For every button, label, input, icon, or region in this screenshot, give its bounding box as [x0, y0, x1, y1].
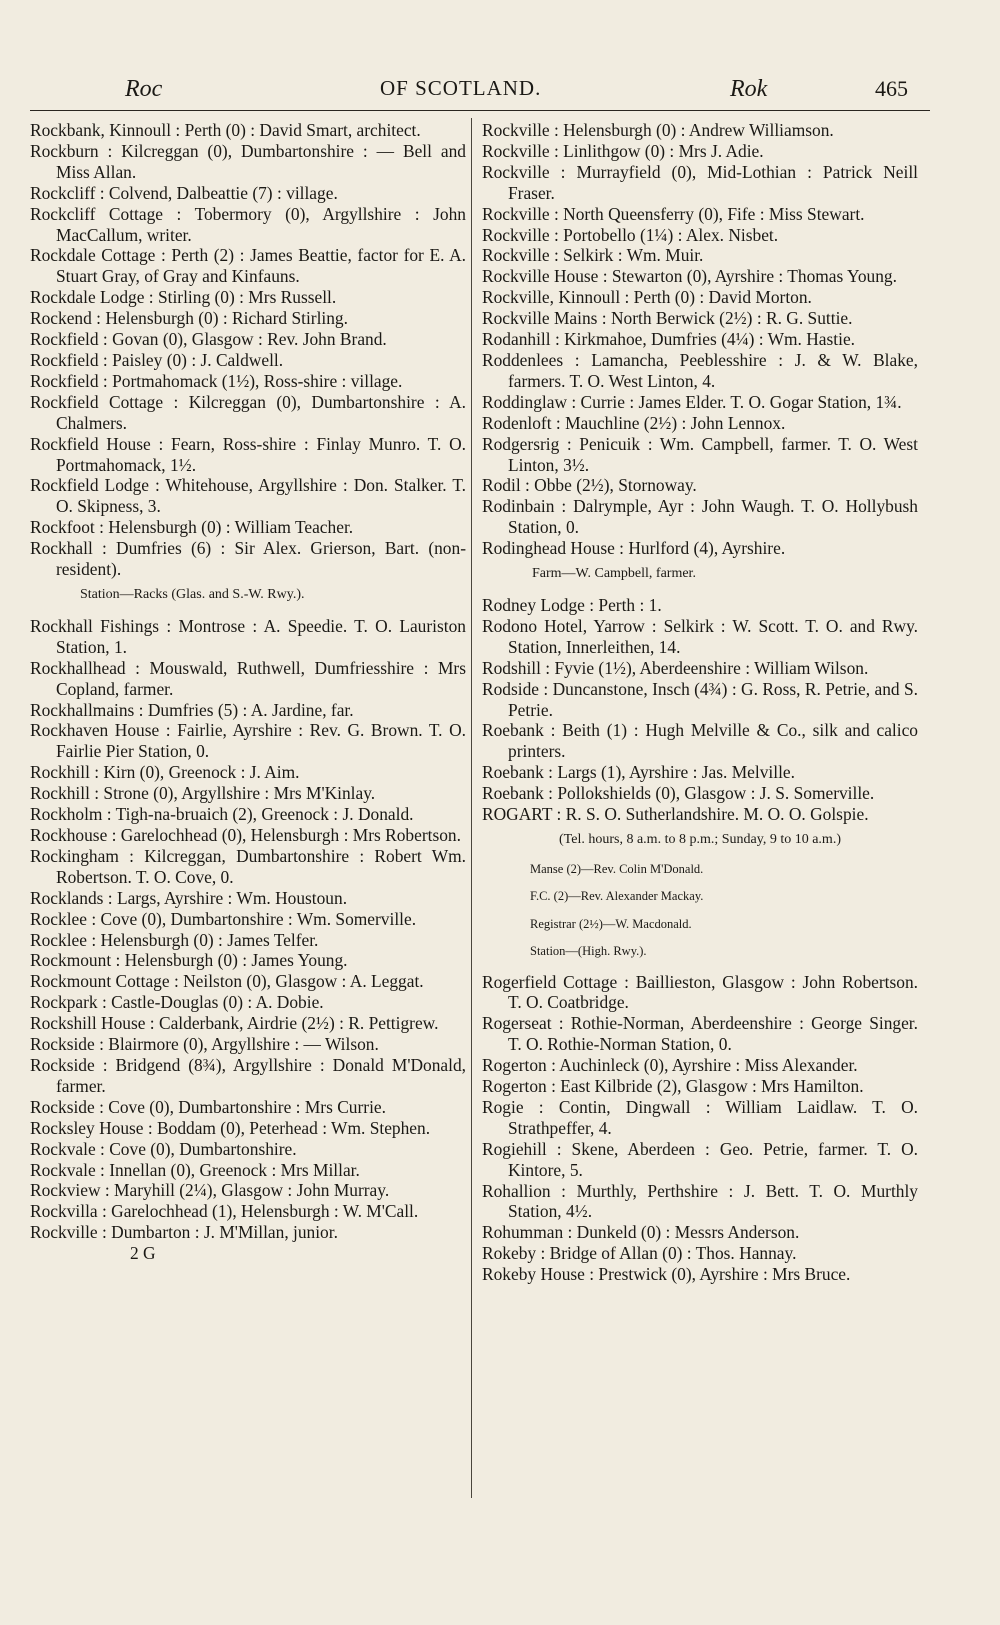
- directory-entry: Rodshill : Fyvie (1½), Aberdeenshire : William Wilson.: [482, 657, 869, 678]
- directory-entry: Rockmount Cottage : Neilston (0), Glasgow : A. Leggat.: [30, 971, 424, 992]
- farm-note: Farm—W. Campbell, farmer.: [532, 566, 696, 582]
- directory-entry: Rockingham : Kilcreggan, Dumbartonshire : Robert Wm. Robertson. T. O. Cove, 0.: [30, 845, 466, 887]
- directory-entry: Roebank : Largs (1), Ayrshire : Jas. Melville.: [482, 762, 795, 783]
- right-column: [482, 120, 918, 1285]
- directory-entry: Rohallion : Murthly, Perthshire : J. Bett. T. O. Murthly Station, 4½.: [482, 1180, 918, 1222]
- directory-entry: Rodanhill : Kirkmahoe, Dumfries (4¼) : Wm. Hastie.: [482, 329, 856, 350]
- directory-entry: Rockfield Cottage : Kilcreggan (0), Dumbartonshire : A. Chalmers.: [30, 391, 466, 433]
- directory-entry: Rockville : Portobello (1¼) : Alex. Nisbet.: [482, 224, 779, 245]
- directory-entry: Rodono Hotel, Yarrow : Selkirk : W. Scott. T. O. and Rwy. Station, Innerleithen, 14.: [482, 615, 918, 657]
- sub-note: F.C. (2)—Rev. Alexander Mackay.: [530, 889, 704, 903]
- directory-entry: Rohumman : Dunkeld (0) : Messrs Anderson.: [482, 1222, 800, 1243]
- directory-entry: Rogiehill : Skene, Aberdeen : Geo. Petrie, farmer. T. O. Kintore, 5.: [482, 1138, 918, 1180]
- directory-entry: Rogerseat : Rothie-Norman, Aberdeenshire : George Singer. T. O. Rothie-Norman Station, 0.: [482, 1013, 918, 1055]
- directory-entry: Rodney Lodge : Perth : 1.: [482, 595, 662, 616]
- directory-entry: Rockville : Dumbarton : J. M'Millan, junior.: [30, 1222, 338, 1243]
- directory-entry: Roebank : Pollokshields (0), Glasgow : J. S. Somerville.: [482, 783, 875, 804]
- directory-entry: Rockburn : Kilcreggan (0), Dumbartonshire : — Bell and Miss Allan.: [30, 140, 466, 182]
- directory-entry: Rogerton : Auchinleck (0), Ayrshire : Miss Alexander.: [482, 1055, 858, 1076]
- directory-entry: Roebank : Beith (1) : Hugh Melville & Co., silk and calico printers.: [482, 720, 918, 762]
- station-note: Station—Racks (Glas. and S.-W. Rwy.).: [80, 586, 305, 602]
- left-column: [30, 120, 466, 1281]
- directory-entry: Rodinghead House : Hurlford (4), Ayrshire.: [482, 538, 786, 559]
- directory-entry: Rockfield : Govan (0), Glasgow : Rev. John Brand.: [30, 329, 387, 350]
- directory-entry: Rockville Mains : North Berwick (2½) : R. G. Suttie.: [482, 308, 853, 329]
- directory-entry: Rockhallmains : Dumfries (5) : A. Jardine, far.: [30, 699, 354, 720]
- directory-entry: Rockhouse : Garelochhead (0), Helensburgh : Mrs Robertson.: [30, 825, 461, 845]
- directory-entry: Rogerfield Cottage : Baillieston, Glasgow : John Robertson. T. O. Coatbridge.: [482, 971, 918, 1013]
- signature-mark: 2 G: [130, 1243, 156, 1264]
- directory-entry: Rockville House : Stewarton (0), Ayrshire : Thomas Young.: [482, 266, 897, 287]
- directory-entry: Rocklands : Largs, Ayrshire : Wm. Houstoun.: [30, 887, 348, 908]
- directory-entry: Rockville : Helensburgh (0) : Andrew Williamson.: [482, 120, 834, 140]
- directory-entry: Roddinglaw : Currie : James Elder. T. O. Gogar Station, 1¾.: [482, 391, 902, 412]
- header-title: OF SCOTLAND.: [380, 76, 542, 100]
- directory-entry: Rockvale : Innellan (0), Greenock : Mrs Millar.: [30, 1159, 360, 1180]
- directory-entry: Rockpark : Castle-Douglas (0) : A. Dobie.: [30, 992, 324, 1013]
- directory-entry: Rogerton : East Kilbride (2), Glasgow : Mrs Hamilton.: [482, 1076, 864, 1097]
- directory-entry: Rockbank, Kinnoull : Perth (0) : David Smart, architect.: [30, 120, 421, 140]
- directory-entry: Rockhall : Dumfries (6) : Sir Alex. Grierson, Bart. (non-resident).: [30, 538, 466, 580]
- directory-entry: Rockshill House : Calderbank, Airdrie (2½) : R. Pettigrew.: [30, 1013, 439, 1034]
- right-entries-2: [482, 595, 918, 825]
- directory-entry: Rodinbain : Dalrymple, Ayr : John Waugh. T. O. Hollybush Station, 0.: [482, 496, 918, 538]
- sub-note: Manse (2)—Rev. Colin M'Donald.: [530, 861, 704, 876]
- page-header: [30, 72, 930, 111]
- directory-entry: Rockside : Cove (0), Dumbartonshire : Mrs Currie.: [30, 1096, 386, 1117]
- right-entries-3: [482, 972, 918, 1286]
- directory-entry: Rockhall Fishings : Montrose : A. Speedie. T. O. Lauriston Station, 1.: [30, 615, 466, 657]
- directory-entry: Rockside : Blairmore (0), Argyllshire : — Wilson.: [30, 1034, 379, 1055]
- rogart-subnotes: [482, 862, 918, 960]
- directory-entry: Rockfield : Paisley (0) : J. Caldwell.: [30, 349, 284, 370]
- directory-entry: ROGART : R. S. O. Sutherlandshire. M. O. O. Golspie.: [482, 804, 869, 825]
- directory-entry: Rockfield Lodge : Whitehouse, Argyllshire : Don. Stalker. T. O. Skipness, 3.: [30, 475, 466, 517]
- right-entries-1: [482, 120, 918, 559]
- directory-entry: Rockvilla : Garelochhead (1), Helensburgh : W. M'Call.: [30, 1201, 419, 1222]
- left-entries-2: [30, 616, 466, 1243]
- directory-entry: Rocklee : Helensburgh (0) : James Telfer.: [30, 929, 319, 950]
- directory-entry: Rockmount : Helensburgh (0) : James Young.: [30, 950, 348, 971]
- directory-entry: Rockville : Murrayfield (0), Mid-Lothian : Patrick Neill Fraser.: [482, 161, 918, 203]
- directory-entry: Rockdale Cottage : Perth (2) : James Beattie, factor for E. A. Stuart Gray, of Gray and Kinfauns.: [30, 245, 466, 287]
- left-entries-1: [30, 120, 466, 580]
- sub-note: Station—(High. Rwy.).: [530, 944, 647, 958]
- directory-entry: Rockside : Bridgend (8¾), Argyllshire : Donald M'Donald, farmer.: [30, 1054, 466, 1096]
- directory-entry: Rockville : North Queensferry (0), Fife : Miss Stewart.: [482, 203, 865, 224]
- directory-entry: Rockfoot : Helensburgh (0) : William Teacher.: [30, 517, 354, 538]
- directory-entry: Rodside : Duncanstone, Insch (4¾) : G. Ross, R. Petrie, and S. Petrie.: [482, 678, 918, 720]
- directory-entry: Rogie : Contin, Dingwall : William Laidlaw. T. O. Strathpeffer, 4.: [482, 1096, 918, 1138]
- directory-entry: Rocksley House : Boddam (0), Peterhead : Wm. Stephen.: [30, 1117, 431, 1138]
- directory-entry: Rockholm : Tigh-na-bruaich (2), Greenock : J. Donald.: [30, 804, 414, 825]
- directory-entry: Rockville : Selkirk : Wm. Muir.: [482, 245, 704, 266]
- directory-entry: Rokeby House : Prestwick (0), Ayrshire : Mrs Bruce.: [482, 1264, 851, 1285]
- directory-entry: Rodil : Obbe (2½), Stornoway.: [482, 475, 697, 496]
- directory-entry: Rockhill : Strone (0), Argyllshire : Mrs M'Kinlay.: [30, 783, 376, 804]
- directory-entry: Rokeby : Bridge of Allan (0) : Thos. Hannay.: [482, 1243, 797, 1264]
- directory-entry: Rockville, Kinnoull : Perth (0) : David Morton.: [482, 287, 812, 308]
- directory-entry: Rockcliff : Colvend, Dalbeattie (7) : village.: [30, 182, 338, 203]
- directory-entry: Rockview : Maryhill (2¼), Glasgow : John Murray.: [30, 1180, 390, 1201]
- directory-entry: Rockvale : Cove (0), Dumbartonshire.: [30, 1138, 297, 1159]
- header-left-guide: Roc: [125, 76, 163, 102]
- directory-entry: Rockhill : Kirn (0), Greenock : J. Aim.: [30, 762, 300, 783]
- directory-entry: Roddenlees : Lamancha, Peeblesshire : J. & W. Blake, farmers. T. O. West Linton, 4.: [482, 349, 918, 391]
- sub-note: Registrar (2½)—W. Macdonald.: [530, 916, 692, 931]
- directory-entry: Rockhaven House : Fairlie, Ayrshire : Rev. G. Brown. T. O. Fairlie Pier Station, 0.: [30, 720, 466, 762]
- directory-entry: Rockfield : Portmahomack (1½), Ross-shire : village.: [30, 370, 403, 391]
- directory-entry: Rockville : Linlithgow (0) : Mrs J. Adie.: [482, 140, 764, 161]
- directory-entry: Rodenloft : Mauchline (2½) : John Lennox.: [482, 412, 786, 433]
- directory-entry: Rockcliff Cottage : Tobermory (0), Argyllshire : John MacCallum, writer.: [30, 203, 466, 245]
- header-right-guide: Rok: [730, 76, 768, 102]
- directory-entry: Rodgersrig : Penicuik : Wm. Campbell, farmer. T. O. West Linton, 3½.: [482, 433, 918, 475]
- directory-entry: Rockdale Lodge : Stirling (0) : Mrs Russell.: [30, 287, 337, 308]
- directory-entry: Rockhallhead : Mouswald, Ruthwell, Dumfriesshire : Mrs Copland, farmer.: [30, 657, 466, 699]
- directory-entry: Rockfield House : Fearn, Ross-shire : Finlay Munro. T. O. Portmahomack, 1½.: [30, 433, 466, 475]
- directory-entry: Rocklee : Cove (0), Dumbartonshire : Wm. Somerville.: [30, 908, 417, 929]
- directory-entry: Rockend : Helensburgh (0) : Richard Stirling.: [30, 308, 348, 329]
- page-number: 465: [875, 76, 908, 101]
- column-divider: [471, 118, 472, 1498]
- telegraph-hours-note: (Tel. hours, 8 a.m. to 8 p.m.; Sunday, 9 to 10 a.m.): [559, 832, 841, 847]
